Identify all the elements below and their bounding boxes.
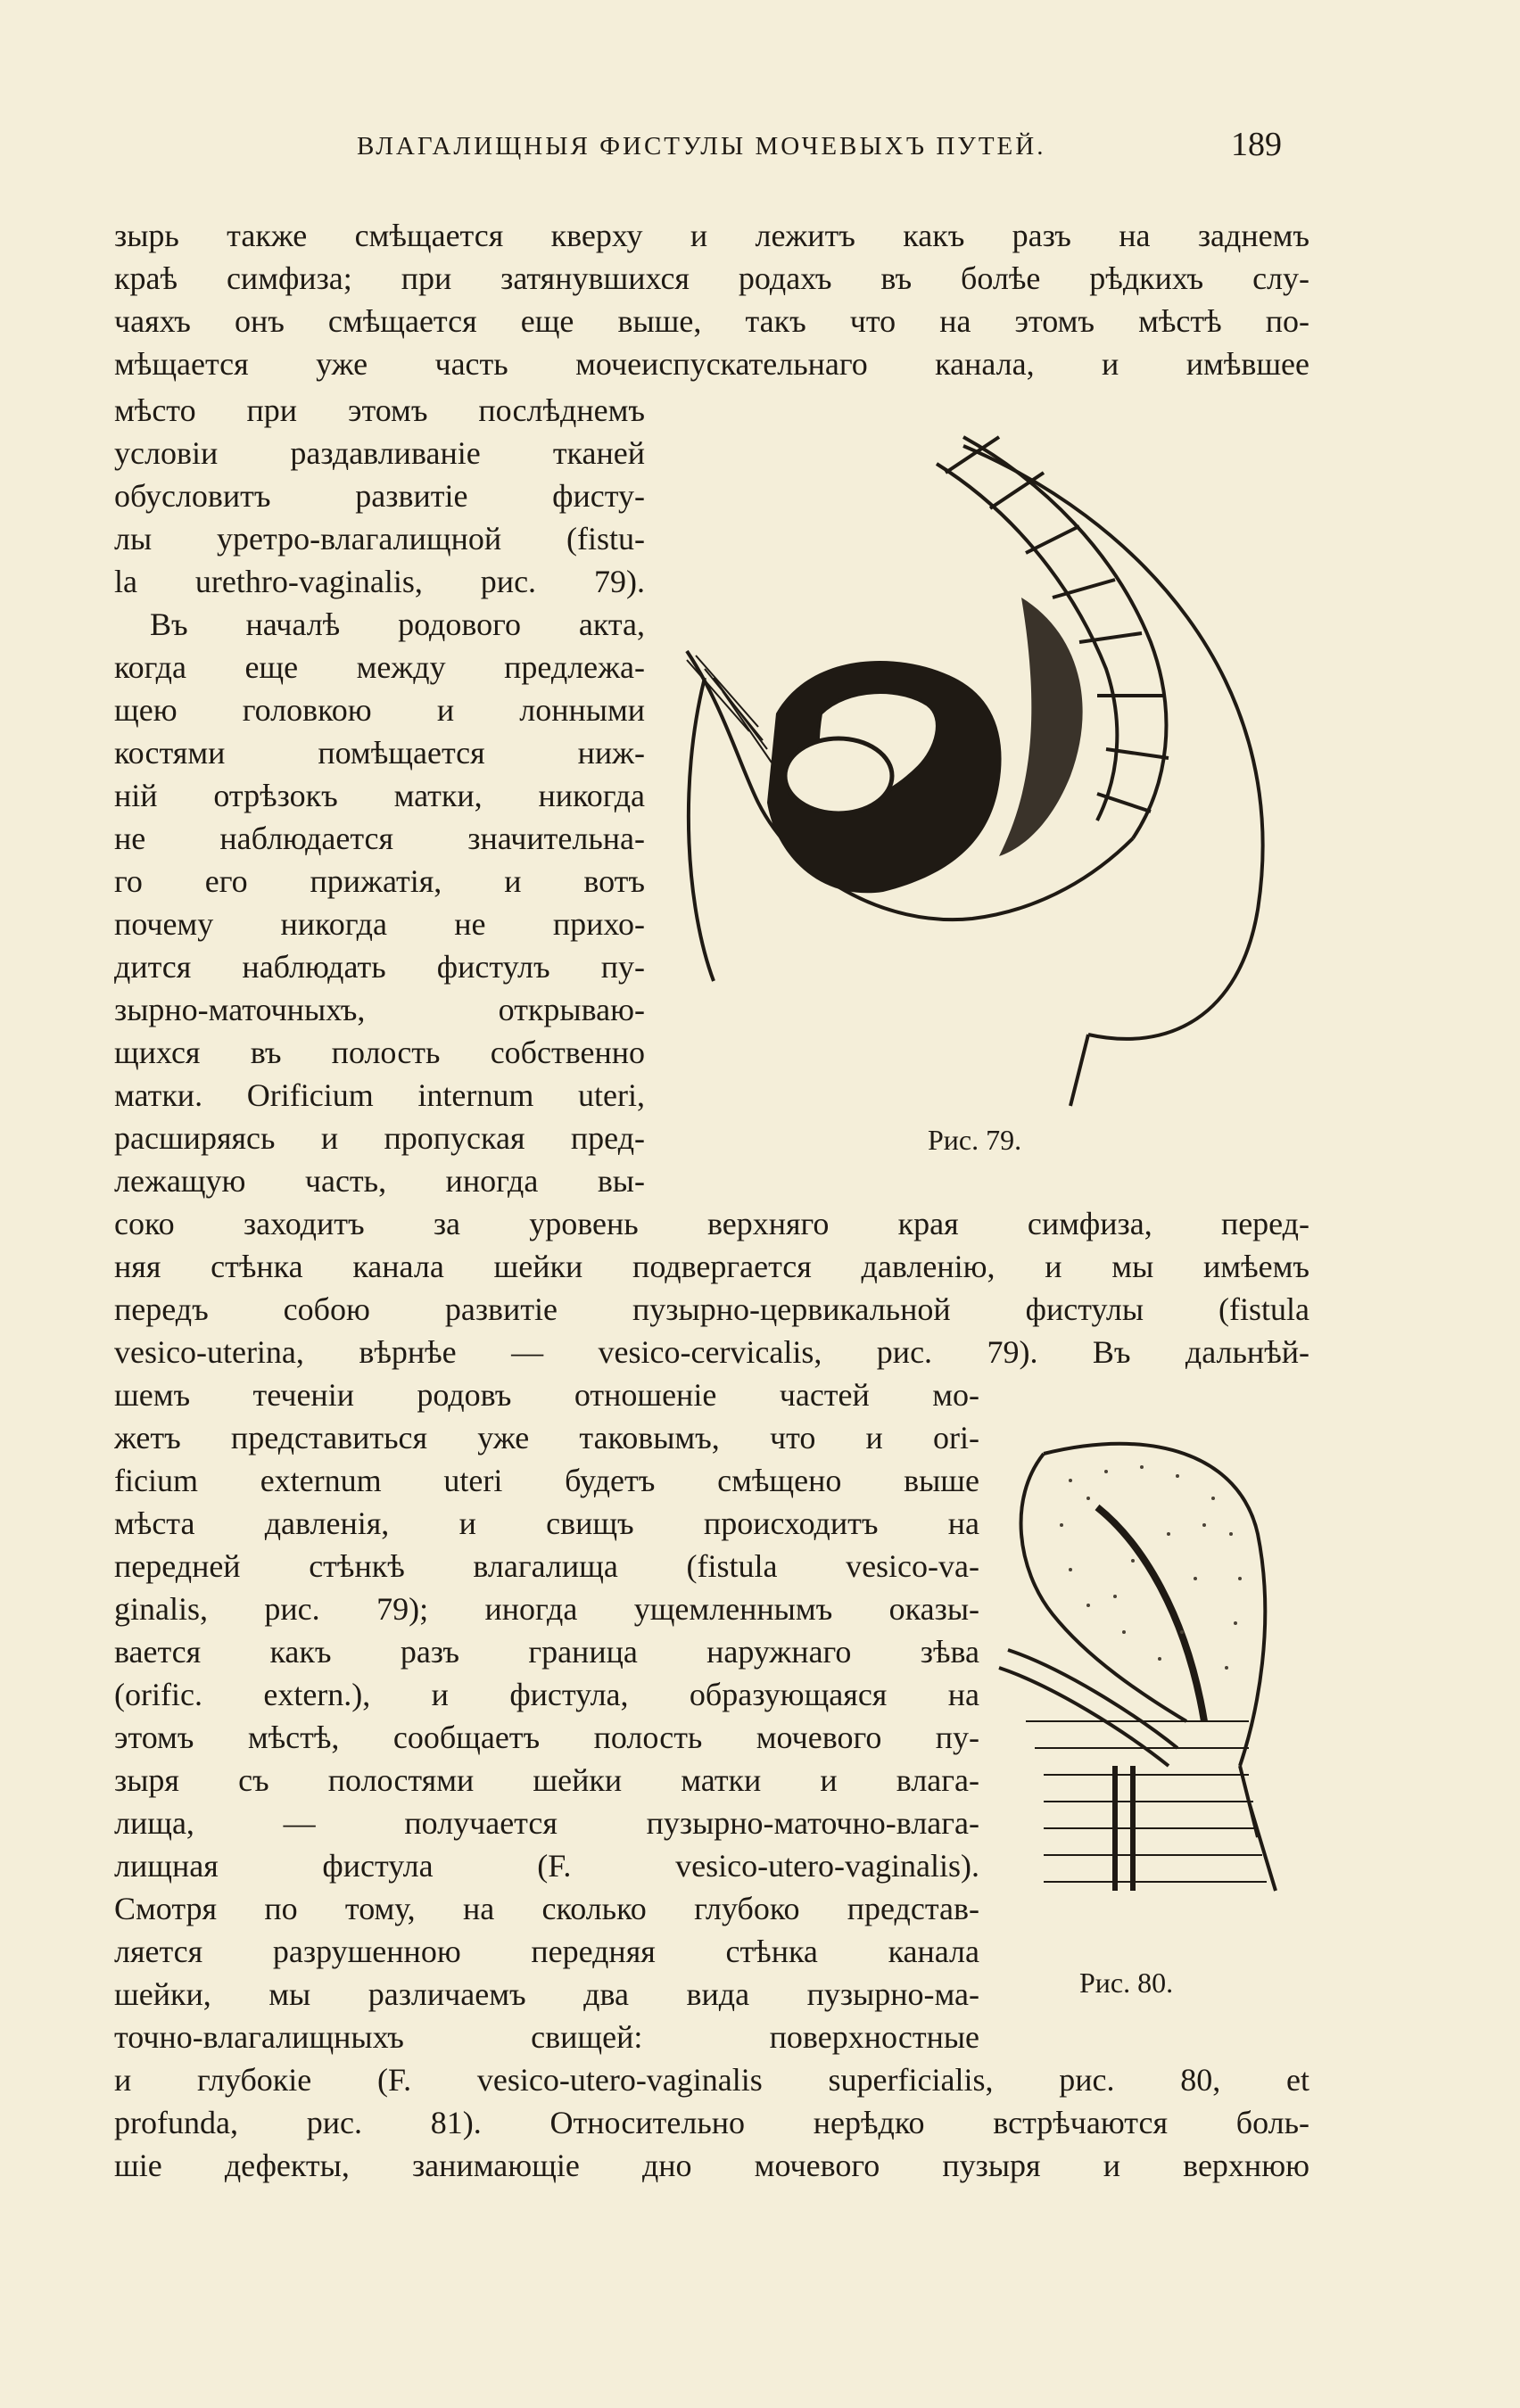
text-line: шіе дефекты, занимающіе дно мочевого пузыря и верхнюю <box>114 2148 1309 2183</box>
figure-80-illustration <box>990 1427 1311 1926</box>
text-line: ficium externum uteri будетъ смѣщено выше <box>114 1463 979 1498</box>
text-line: зырь также смѣщается кверху и лежитъ какъ разъ на заднемъ <box>114 218 1309 253</box>
page-header <box>0 125 1520 168</box>
text-line: точно-влагалищныхъ свищей: поверхностные <box>114 2019 979 2055</box>
text-line: няя стѣнка канала шейки подвергается давленію, и мы имѣемъ <box>114 1249 1309 1284</box>
text-line: мѣщается уже часть мочеиспускательнаго канала, и имѣвшее <box>114 346 1309 382</box>
text-line: чаяхъ онъ смѣщается еще выше, такъ что на этомъ мѣстѣ по- <box>114 303 1309 339</box>
text-line: соко заходитъ за уровень верхняго края симфиза, перед- <box>114 1206 1309 1241</box>
text-line: лы уретро-влагалищной (fistu- <box>114 521 645 557</box>
text-line: (orific. extern.), и фистула, образующаяся на <box>114 1677 979 1712</box>
text-line: ляется разрушенною передняя стѣнка канала <box>114 1934 979 1969</box>
text-line: почему никогда не прихо- <box>114 906 645 942</box>
text-line: шемъ теченіи родовъ отношеніе частей мо- <box>114 1377 979 1413</box>
text-line: щихся въ полость собственно <box>114 1035 645 1070</box>
text-line: la urethro-vaginalis, рис. 79). <box>114 564 645 599</box>
text-line: условіи раздавливаніе тканей <box>114 435 645 471</box>
text-line: лежащую часть, иногда вы- <box>114 1163 645 1199</box>
text-line: лищная фистула (F. vesico-utero-vaginalis). <box>114 1848 979 1884</box>
text-line: передней стѣнкѣ влагалища (fistula vesico-va- <box>114 1548 979 1584</box>
text-line: го его прижатія, и вотъ <box>114 863 645 899</box>
text-line: зыря съ полостями шейки матки и влага- <box>114 1762 979 1798</box>
text-line: костями помѣщается ниж- <box>114 735 645 771</box>
text-line: этомъ мѣстѣ, сообщаетъ полость мочевого пу- <box>114 1719 979 1755</box>
running-title: ВЛАГАЛИЩНЫЯ ФИСТУЛЫ МОЧЕВЫХЪ ПУТЕЙ. <box>357 132 1046 161</box>
text-line: ній отрѣзокъ матки, никогда <box>114 778 645 813</box>
text-line: ginalis, рис. 79); иногда ущемленнымъ оказы- <box>114 1591 979 1627</box>
figure-79-illustration <box>669 410 1293 1124</box>
text-line: расширяясь и пропуская пред- <box>114 1120 645 1156</box>
text-line: Смотря по тому, на сколько глубоко представ- <box>114 1891 979 1926</box>
text-line: мѣсто при этомъ послѣднемъ <box>114 392 645 428</box>
text-line: зырно-маточныхъ, открываю- <box>114 992 645 1027</box>
text-line: не наблюдается значительна- <box>114 821 645 856</box>
text-line: щею головкою и лонными <box>114 692 645 728</box>
text-line: дится наблюдать фистулъ пу- <box>114 949 645 985</box>
text-line: матки. Orificium internum uteri, <box>114 1077 645 1113</box>
figure-79-caption: Рис. 79. <box>928 1124 1022 1156</box>
text-line: вается какъ разъ граница наружнаго зѣва <box>114 1634 979 1670</box>
text-line: краѣ симфиза; при затянувшихся родахъ въ болѣе рѣдкихъ слу- <box>114 260 1309 296</box>
text-line: передъ собою развитіе пузырно-цервикальной фистулы (fistula <box>114 1291 1309 1327</box>
figure-80-caption: Рис. 80. <box>1079 1967 1174 1999</box>
text-line: vesico-uterina, вѣрнѣе — vesico-cervicalis, рис. 79). Въ дальнѣй- <box>114 1334 1309 1370</box>
text-line: когда еще между предлежа- <box>114 649 645 685</box>
text-line: profunda, рис. 81). Относительно нерѣдко встрѣчаются боль- <box>114 2105 1309 2140</box>
paragraph-start-line: Въ началѣ родового акта, <box>150 606 645 642</box>
text-line: мѣста давленія, и свищъ происходитъ на <box>114 1505 979 1541</box>
text-line: лища, — получается пузырно-маточно-влага- <box>114 1805 979 1841</box>
text-line: и глубокіе (F. vesico-utero-vaginalis superficialis, рис. 80, et <box>114 2062 1309 2098</box>
text-line: обусловитъ развитіе фисту- <box>114 478 645 514</box>
text-line: шейки, мы различаемъ два вида пузырно-ма- <box>114 1976 979 2012</box>
text-line: жетъ представиться уже таковымъ, что и ori- <box>114 1420 979 1456</box>
page-number: 189 <box>1231 126 1282 163</box>
